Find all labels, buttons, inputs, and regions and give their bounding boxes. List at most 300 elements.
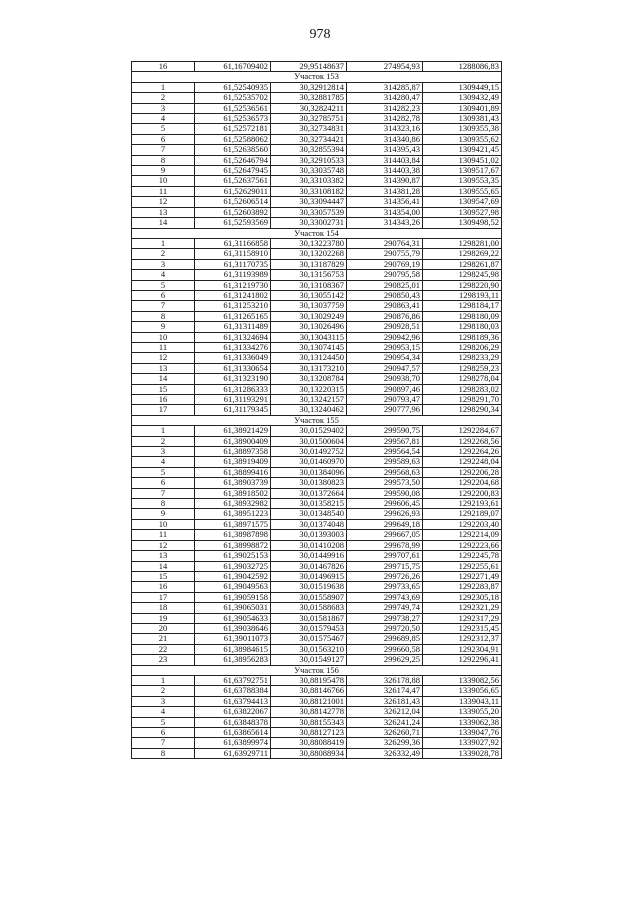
latitude-cell: 61,31219730	[195, 280, 271, 290]
longitude-cell: 30,33035748	[271, 166, 347, 176]
y-coordinate-cell: 1298281,00	[423, 238, 502, 248]
point-number-cell: 4	[132, 457, 195, 467]
point-number-cell: 9	[132, 322, 195, 332]
table-row	[132, 592, 502, 602]
latitude-cell: 61,31311489	[195, 322, 271, 332]
y-coordinate-cell: 1309381,43	[423, 114, 502, 124]
point-number-cell: 2	[132, 249, 195, 259]
table-row	[132, 613, 502, 623]
longitude-cell: 30,32881785	[271, 93, 347, 103]
x-coordinate-cell: 326174,47	[347, 686, 423, 696]
y-coordinate-cell: 1298290,34	[423, 405, 502, 415]
table-row	[132, 655, 502, 665]
x-coordinate-cell: 314390,87	[347, 176, 423, 186]
table-row	[132, 166, 502, 176]
y-coordinate-cell: 1298180,03	[423, 322, 502, 332]
x-coordinate-cell: 326299,36	[347, 738, 423, 748]
y-coordinate-cell: 1339062,38	[423, 717, 502, 727]
x-coordinate-cell: 290755,79	[347, 249, 423, 259]
longitude-cell: 30,13037759	[271, 301, 347, 311]
table-row	[132, 499, 502, 509]
latitude-cell: 61,31241802	[195, 290, 271, 300]
latitude-cell: 61,52572181	[195, 124, 271, 134]
longitude-cell: 30,13173210	[271, 363, 347, 373]
point-number-cell: 7	[132, 488, 195, 498]
y-coordinate-cell: 1309401,89	[423, 103, 502, 113]
latitude-cell: 61,52535702	[195, 93, 271, 103]
table-row	[132, 509, 502, 519]
section-header-row	[132, 665, 502, 675]
point-number-cell: 5	[132, 280, 195, 290]
table-row	[132, 686, 502, 696]
x-coordinate-cell: 290954,34	[347, 353, 423, 363]
table-row	[132, 426, 502, 436]
table-row	[132, 176, 502, 186]
latitude-cell: 61,39049563	[195, 582, 271, 592]
x-coordinate-cell: 290876,86	[347, 311, 423, 321]
longitude-cell: 30,13108367	[271, 280, 347, 290]
point-number-cell: 3	[132, 103, 195, 113]
point-number-cell: 5	[132, 717, 195, 727]
latitude-cell: 61,31286333	[195, 384, 271, 394]
longitude-cell: 30,32785751	[271, 114, 347, 124]
point-number-cell: 7	[132, 301, 195, 311]
y-coordinate-cell: 1339055,20	[423, 707, 502, 717]
y-coordinate-cell: 1292284,67	[423, 426, 502, 436]
table-row	[132, 134, 502, 144]
y-coordinate-cell: 1292317,29	[423, 613, 502, 623]
latitude-cell: 61,39038646	[195, 623, 271, 633]
latitude-cell: 61,39032725	[195, 561, 271, 571]
x-coordinate-cell: 290769,19	[347, 259, 423, 269]
latitude-cell: 61,31170735	[195, 259, 271, 269]
x-coordinate-cell: 299720,50	[347, 623, 423, 633]
point-number-cell: 16	[132, 62, 195, 72]
point-number-cell: 17	[132, 592, 195, 602]
x-coordinate-cell: 299743,69	[347, 592, 423, 602]
x-coordinate-cell: 274954,93	[347, 62, 423, 72]
coordinates-table-body	[132, 62, 502, 759]
longitude-cell: 30,88146766	[271, 686, 347, 696]
coordinates-table	[131, 61, 502, 759]
latitude-cell: 61,52593569	[195, 218, 271, 228]
latitude-cell: 61,52647945	[195, 166, 271, 176]
y-coordinate-cell: 1292245,78	[423, 551, 502, 561]
point-number-cell: 10	[132, 176, 195, 186]
x-coordinate-cell: 299660,58	[347, 644, 423, 654]
point-number-cell: 14	[132, 561, 195, 571]
point-number-cell: 6	[132, 728, 195, 738]
longitude-cell: 30,33094447	[271, 197, 347, 207]
longitude-cell: 30,33002731	[271, 218, 347, 228]
longitude-cell: 30,88088419	[271, 738, 347, 748]
table-row	[132, 186, 502, 196]
table-row	[132, 436, 502, 446]
coordinates-table-container	[131, 61, 501, 759]
latitude-cell: 61,38897358	[195, 447, 271, 457]
longitude-cell: 30,01384096	[271, 467, 347, 477]
y-coordinate-cell: 1298278,04	[423, 374, 502, 384]
latitude-cell: 61,38918502	[195, 488, 271, 498]
table-row	[132, 488, 502, 498]
x-coordinate-cell: 299590,08	[347, 488, 423, 498]
point-number-cell: 22	[132, 644, 195, 654]
y-coordinate-cell: 1292268,56	[423, 436, 502, 446]
y-coordinate-cell: 1298291,70	[423, 395, 502, 405]
table-row	[132, 82, 502, 92]
latitude-cell: 61,52536573	[195, 114, 271, 124]
latitude-cell: 61,39059158	[195, 592, 271, 602]
x-coordinate-cell: 299649,18	[347, 519, 423, 529]
latitude-cell: 61,31324694	[195, 332, 271, 342]
x-coordinate-cell: 290897,46	[347, 384, 423, 394]
x-coordinate-cell: 299726,26	[347, 571, 423, 581]
longitude-cell: 30,88121001	[271, 696, 347, 706]
x-coordinate-cell: 326241,24	[347, 717, 423, 727]
table-row	[132, 728, 502, 738]
longitude-cell: 30,13074145	[271, 342, 347, 352]
latitude-cell: 61,39042592	[195, 571, 271, 581]
point-number-cell: 11	[132, 530, 195, 540]
longitude-cell: 30,01348540	[271, 509, 347, 519]
section-title: Участок 154	[132, 228, 502, 238]
longitude-cell: 30,13124450	[271, 353, 347, 363]
longitude-cell: 30,33108182	[271, 186, 347, 196]
x-coordinate-cell: 326178,88	[347, 675, 423, 685]
x-coordinate-cell: 314381,28	[347, 186, 423, 196]
point-number-cell: 13	[132, 551, 195, 561]
point-number-cell: 3	[132, 696, 195, 706]
latitude-cell: 61,31334276	[195, 342, 271, 352]
longitude-cell: 30,01579453	[271, 623, 347, 633]
point-number-cell: 21	[132, 634, 195, 644]
latitude-cell: 61,31179345	[195, 405, 271, 415]
latitude-cell: 61,31193989	[195, 270, 271, 280]
y-coordinate-cell: 1309432,49	[423, 93, 502, 103]
y-coordinate-cell: 1292296,41	[423, 655, 502, 665]
longitude-cell: 30,88155343	[271, 717, 347, 727]
point-number-cell: 10	[132, 519, 195, 529]
x-coordinate-cell: 299738,27	[347, 613, 423, 623]
table-row	[132, 707, 502, 717]
longitude-cell: 30,13187829	[271, 259, 347, 269]
longitude-cell: 30,01492752	[271, 447, 347, 457]
table-row	[132, 384, 502, 394]
x-coordinate-cell: 290850,43	[347, 290, 423, 300]
table-row	[132, 62, 502, 72]
longitude-cell: 30,13208784	[271, 374, 347, 384]
page-number: 978	[309, 27, 331, 42]
point-number-cell: 8	[132, 311, 195, 321]
point-number-cell: 4	[132, 707, 195, 717]
table-row	[132, 571, 502, 581]
x-coordinate-cell: 314323,16	[347, 124, 423, 134]
table-row	[132, 124, 502, 134]
latitude-cell: 61,38903739	[195, 478, 271, 488]
y-coordinate-cell: 1298206,29	[423, 342, 502, 352]
x-coordinate-cell: 299689,85	[347, 634, 423, 644]
y-coordinate-cell: 1292271,49	[423, 571, 502, 581]
longitude-cell: 30,13043115	[271, 332, 347, 342]
longitude-cell: 30,01588683	[271, 603, 347, 613]
point-number-cell: 4	[132, 270, 195, 280]
latitude-cell: 61,16709402	[195, 62, 271, 72]
x-coordinate-cell: 314285,87	[347, 82, 423, 92]
latitude-cell: 61,52637561	[195, 176, 271, 186]
point-number-cell: 4	[132, 114, 195, 124]
y-coordinate-cell: 1292315,45	[423, 623, 502, 633]
table-row	[132, 696, 502, 706]
section-title: Участок 156	[132, 665, 502, 675]
table-row	[132, 114, 502, 124]
longitude-cell: 30,13156753	[271, 270, 347, 280]
latitude-cell: 61,38987898	[195, 530, 271, 540]
table-row	[132, 155, 502, 165]
x-coordinate-cell: 314280,47	[347, 93, 423, 103]
x-coordinate-cell: 299564,54	[347, 447, 423, 457]
point-number-cell: 2	[132, 686, 195, 696]
x-coordinate-cell: 290795,58	[347, 270, 423, 280]
y-coordinate-cell: 1339028,78	[423, 748, 502, 758]
longitude-cell: 30,13223780	[271, 238, 347, 248]
latitude-cell: 61,63929711	[195, 748, 271, 758]
y-coordinate-cell: 1292206,28	[423, 467, 502, 477]
y-coordinate-cell: 1292248,04	[423, 457, 502, 467]
point-number-cell: 16	[132, 395, 195, 405]
point-number-cell: 6	[132, 134, 195, 144]
table-row	[132, 270, 502, 280]
table-row	[132, 290, 502, 300]
longitude-cell: 30,88127123	[271, 728, 347, 738]
y-coordinate-cell: 1292305,18	[423, 592, 502, 602]
table-row	[132, 447, 502, 457]
latitude-cell: 61,63899974	[195, 738, 271, 748]
point-number-cell: 7	[132, 145, 195, 155]
point-number-cell: 12	[132, 540, 195, 550]
table-row	[132, 280, 502, 290]
table-row	[132, 197, 502, 207]
latitude-cell: 61,38971575	[195, 519, 271, 529]
x-coordinate-cell: 290953,15	[347, 342, 423, 352]
point-number-cell: 15	[132, 384, 195, 394]
latitude-cell: 61,38921429	[195, 426, 271, 436]
longitude-cell: 30,01460970	[271, 457, 347, 467]
longitude-cell: 30,13242157	[271, 395, 347, 405]
table-row	[132, 644, 502, 654]
longitude-cell: 30,01549127	[271, 655, 347, 665]
y-coordinate-cell: 1292203,40	[423, 519, 502, 529]
table-row	[132, 249, 502, 259]
point-number-cell: 8	[132, 748, 195, 758]
longitude-cell: 30,01519638	[271, 582, 347, 592]
table-row	[132, 259, 502, 269]
longitude-cell: 30,88088934	[271, 748, 347, 758]
y-coordinate-cell: 1339027,92	[423, 738, 502, 748]
latitude-cell: 61,63822067	[195, 707, 271, 717]
longitude-cell: 30,33103382	[271, 176, 347, 186]
latitude-cell: 61,39011073	[195, 634, 271, 644]
table-row	[132, 540, 502, 550]
table-row	[132, 530, 502, 540]
point-number-cell: 14	[132, 374, 195, 384]
y-coordinate-cell: 1292223,66	[423, 540, 502, 550]
latitude-cell: 61,63794413	[195, 696, 271, 706]
x-coordinate-cell: 326332,49	[347, 748, 423, 758]
latitude-cell: 61,52629011	[195, 186, 271, 196]
y-coordinate-cell: 1292264,26	[423, 447, 502, 457]
longitude-cell: 30,01496915	[271, 571, 347, 581]
y-coordinate-cell: 1298259,23	[423, 363, 502, 373]
longitude-cell: 29,95148637	[271, 62, 347, 72]
table-row	[132, 634, 502, 644]
longitude-cell: 30,88195478	[271, 675, 347, 685]
latitude-cell: 61,31166858	[195, 238, 271, 248]
x-coordinate-cell: 314354,00	[347, 207, 423, 217]
y-coordinate-cell: 1298245,98	[423, 270, 502, 280]
table-row	[132, 145, 502, 155]
table-row	[132, 478, 502, 488]
latitude-cell: 61,52588062	[195, 134, 271, 144]
x-coordinate-cell: 326181,43	[347, 696, 423, 706]
table-row	[132, 311, 502, 321]
table-row	[132, 374, 502, 384]
table-row	[132, 603, 502, 613]
y-coordinate-cell: 1309498,52	[423, 218, 502, 228]
latitude-cell: 61,31265165	[195, 311, 271, 321]
longitude-cell: 30,13202268	[271, 249, 347, 259]
section-header-row	[132, 415, 502, 425]
longitude-cell: 30,32734421	[271, 134, 347, 144]
y-coordinate-cell: 1298189,36	[423, 332, 502, 342]
latitude-cell: 61,52603892	[195, 207, 271, 217]
x-coordinate-cell: 290928,51	[347, 322, 423, 332]
table-row	[132, 103, 502, 113]
y-coordinate-cell: 1309547,69	[423, 197, 502, 207]
y-coordinate-cell: 1339043,11	[423, 696, 502, 706]
y-coordinate-cell: 1298220,90	[423, 280, 502, 290]
x-coordinate-cell: 314356,41	[347, 197, 423, 207]
table-row	[132, 457, 502, 467]
x-coordinate-cell: 290863,41	[347, 301, 423, 311]
table-row	[132, 301, 502, 311]
table-row	[132, 218, 502, 228]
section-title: Участок 155	[132, 415, 502, 425]
latitude-cell: 61,39025153	[195, 551, 271, 561]
x-coordinate-cell: 314282,23	[347, 103, 423, 113]
y-coordinate-cell: 1298193,11	[423, 290, 502, 300]
point-number-cell: 13	[132, 207, 195, 217]
section-header-row	[132, 228, 502, 238]
x-coordinate-cell: 290793,47	[347, 395, 423, 405]
x-coordinate-cell: 290942,96	[347, 332, 423, 342]
longitude-cell: 30,32912814	[271, 82, 347, 92]
x-coordinate-cell: 314403,38	[347, 166, 423, 176]
x-coordinate-cell: 299568,63	[347, 467, 423, 477]
point-number-cell: 20	[132, 623, 195, 633]
x-coordinate-cell: 299678,99	[347, 540, 423, 550]
longitude-cell: 30,13240462	[271, 405, 347, 415]
longitude-cell: 30,01358215	[271, 499, 347, 509]
point-number-cell: 6	[132, 290, 195, 300]
x-coordinate-cell: 299715,75	[347, 561, 423, 571]
x-coordinate-cell: 299629,25	[347, 655, 423, 665]
x-coordinate-cell: 290764,31	[347, 238, 423, 248]
y-coordinate-cell: 1309355,38	[423, 124, 502, 134]
longitude-cell: 30,13055142	[271, 290, 347, 300]
x-coordinate-cell: 314403,84	[347, 155, 423, 165]
table-row	[132, 93, 502, 103]
latitude-cell: 61,63792751	[195, 675, 271, 685]
x-coordinate-cell: 314343,26	[347, 218, 423, 228]
x-coordinate-cell: 299707,61	[347, 551, 423, 561]
y-coordinate-cell: 1292304,91	[423, 644, 502, 654]
point-number-cell: 12	[132, 353, 195, 363]
y-coordinate-cell: 1298283,02	[423, 384, 502, 394]
point-number-cell: 12	[132, 197, 195, 207]
longitude-cell: 30,01393003	[271, 530, 347, 540]
table-row	[132, 738, 502, 748]
point-number-cell: 8	[132, 499, 195, 509]
x-coordinate-cell: 314282,78	[347, 114, 423, 124]
longitude-cell: 30,01410208	[271, 540, 347, 550]
table-row	[132, 395, 502, 405]
table-row	[132, 748, 502, 758]
x-coordinate-cell: 299589,63	[347, 457, 423, 467]
y-coordinate-cell: 1292283,87	[423, 582, 502, 592]
x-coordinate-cell: 299626,93	[347, 509, 423, 519]
point-number-cell: 7	[132, 738, 195, 748]
latitude-cell: 61,38900409	[195, 436, 271, 446]
latitude-cell: 61,52606514	[195, 197, 271, 207]
x-coordinate-cell: 290825,01	[347, 280, 423, 290]
table-row	[132, 353, 502, 363]
longitude-cell: 30,01558907	[271, 592, 347, 602]
longitude-cell: 30,01500604	[271, 436, 347, 446]
point-number-cell: 1	[132, 426, 195, 436]
longitude-cell: 30,01380823	[271, 478, 347, 488]
longitude-cell: 30,13026496	[271, 322, 347, 332]
longitude-cell: 30,01467826	[271, 561, 347, 571]
table-row	[132, 332, 502, 342]
longitude-cell: 30,88142778	[271, 707, 347, 717]
table-row	[132, 551, 502, 561]
latitude-cell: 61,31253210	[195, 301, 271, 311]
x-coordinate-cell: 299667,05	[347, 530, 423, 540]
latitude-cell: 61,52646794	[195, 155, 271, 165]
y-coordinate-cell: 1292255,61	[423, 561, 502, 571]
table-row	[132, 467, 502, 477]
table-row	[132, 363, 502, 373]
longitude-cell: 30,01374048	[271, 519, 347, 529]
x-coordinate-cell: 326212,04	[347, 707, 423, 717]
latitude-cell: 61,31336049	[195, 353, 271, 363]
latitude-cell: 61,38998872	[195, 540, 271, 550]
table-row	[132, 675, 502, 685]
table-row	[132, 561, 502, 571]
x-coordinate-cell: 290938,70	[347, 374, 423, 384]
latitude-cell: 61,52540935	[195, 82, 271, 92]
longitude-cell: 30,01563210	[271, 644, 347, 654]
longitude-cell: 30,01449916	[271, 551, 347, 561]
x-coordinate-cell: 299590,75	[347, 426, 423, 436]
longitude-cell: 30,13220315	[271, 384, 347, 394]
latitude-cell: 61,31193291	[195, 395, 271, 405]
table-row	[132, 322, 502, 332]
y-coordinate-cell: 1292204,68	[423, 478, 502, 488]
point-number-cell: 1	[132, 675, 195, 685]
y-coordinate-cell: 1298180,09	[423, 311, 502, 321]
y-coordinate-cell: 1309451,02	[423, 155, 502, 165]
